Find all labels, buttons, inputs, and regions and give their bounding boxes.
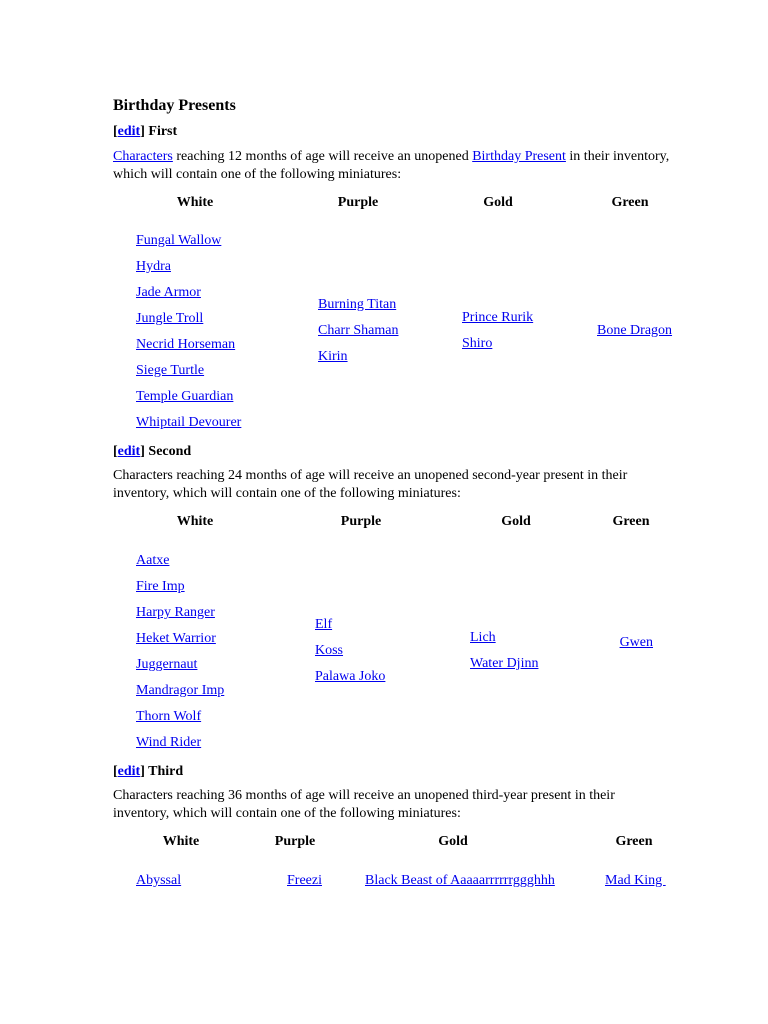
- birthday-present-link[interactable]: Birthday Present: [472, 149, 566, 164]
- miniature-link[interactable]: Mad King: [605, 873, 666, 888]
- miniature-link[interactable]: Shiro: [462, 336, 493, 351]
- miniature-link[interactable]: Mandragor Imp: [136, 683, 225, 698]
- section-title: First: [148, 124, 178, 139]
- miniature-link[interactable]: Harpy Ranger: [136, 605, 215, 620]
- miniature-link[interactable]: Jade Armor: [136, 285, 201, 300]
- miniature-list-white: [136, 228, 241, 436]
- miniature-list-green: [601, 634, 653, 651]
- column-header-white: White: [162, 834, 200, 849]
- miniature-link[interactable]: Siege Turtle: [136, 363, 205, 378]
- miniature-link[interactable]: Koss: [315, 643, 344, 658]
- column-header-purple: Purple: [337, 195, 379, 210]
- miniature-link[interactable]: Kirin: [318, 349, 348, 364]
- miniature-link[interactable]: Whiptail Devourer: [136, 415, 242, 430]
- miniature-list-green: [597, 318, 672, 344]
- column-header-green: Green: [612, 514, 650, 529]
- miniature-list-gold: [470, 625, 538, 677]
- miniature-list-purple: [318, 292, 398, 370]
- miniature-link[interactable]: Elf: [315, 617, 333, 632]
- miniature-link[interactable]: Fungal Wallow: [136, 233, 222, 248]
- column-header-purple: Purple: [340, 514, 382, 529]
- miniature-list-gold: [462, 305, 533, 357]
- miniature-link[interactable]: Thorn Wolf: [136, 709, 202, 724]
- section-intro-first: Characters reaching 12 months of age will receive an unopened Birthday Present in their inventory, which will contain one of the following miniatures:: [113, 149, 670, 182]
- miniature-link[interactable]: Lich: [470, 630, 496, 645]
- miniature-link[interactable]: Jungle Troll: [136, 311, 204, 326]
- column-header-green: Green: [615, 834, 653, 849]
- miniature-link[interactable]: Aatxe: [136, 553, 170, 568]
- column-header-gold: Gold: [483, 195, 513, 210]
- miniature-link[interactable]: Necrid Horseman: [136, 337, 236, 352]
- miniature-link[interactable]: Fire Imp: [136, 579, 185, 594]
- column-header-white: White: [176, 514, 214, 529]
- page-title: Birthday Presents: [113, 97, 236, 114]
- miniature-link[interactable]: Wind Rider: [136, 735, 202, 750]
- miniature-link[interactable]: Heket Warrior: [136, 631, 216, 646]
- miniature-link[interactable]: Water Djinn: [470, 656, 539, 671]
- edit-link-second[interactable]: edit: [117, 444, 141, 459]
- miniature-link[interactable]: Palawa Joko: [315, 669, 386, 684]
- miniature-link[interactable]: Hydra: [136, 259, 171, 274]
- miniature-link[interactable]: Gwen: [619, 635, 653, 650]
- section-heading-third: [edit] Third: [113, 764, 184, 779]
- column-header-green: Green: [611, 195, 649, 210]
- section-heading-first: [edit] First: [113, 124, 178, 139]
- edit-link-first[interactable]: edit: [117, 124, 141, 139]
- miniature-link[interactable]: Black Beast of Aaaaarrrrrrggghhh: [365, 873, 555, 888]
- miniature-link[interactable]: Abyssal: [136, 873, 182, 888]
- miniature-link[interactable]: Temple Guardian: [136, 389, 234, 404]
- column-header-gold: Gold: [501, 514, 531, 529]
- miniature-list-white: [136, 548, 224, 756]
- edit-link-third[interactable]: edit: [117, 764, 141, 779]
- miniature-link[interactable]: Burning Titan: [318, 297, 397, 312]
- column-header-white: White: [176, 195, 214, 210]
- miniature-list-purple: [287, 868, 322, 894]
- section-intro-second: Characters reaching 24 months of age will receive an unopened second-year present in their inventory, which will contain one of the following miniatures:: [113, 468, 628, 501]
- column-header-gold: Gold: [438, 834, 468, 849]
- miniature-list-purple: [315, 612, 385, 690]
- section-heading-second: [edit] Second: [113, 444, 192, 459]
- miniature-link[interactable]: Bone Dragon: [597, 323, 673, 338]
- miniature-link[interactable]: Freezi: [287, 873, 322, 888]
- section-intro-third: Characters reaching 36 months of age will receive an unopened third-year present in their inventory, which will contain one of the following miniatures:: [113, 788, 615, 821]
- miniature-link[interactable]: Prince Rurik: [462, 310, 534, 325]
- miniature-link[interactable]: Juggernaut: [136, 657, 198, 672]
- miniature-list-green: [605, 868, 666, 894]
- section-title: Third: [148, 764, 184, 779]
- miniature-list-white: [136, 868, 181, 894]
- column-header-purple: Purple: [274, 834, 316, 849]
- miniature-link[interactable]: Charr Shaman: [318, 323, 399, 338]
- characters-link[interactable]: Characters: [113, 149, 173, 164]
- miniature-list-gold: [365, 868, 555, 894]
- section-title: Second: [148, 444, 192, 459]
